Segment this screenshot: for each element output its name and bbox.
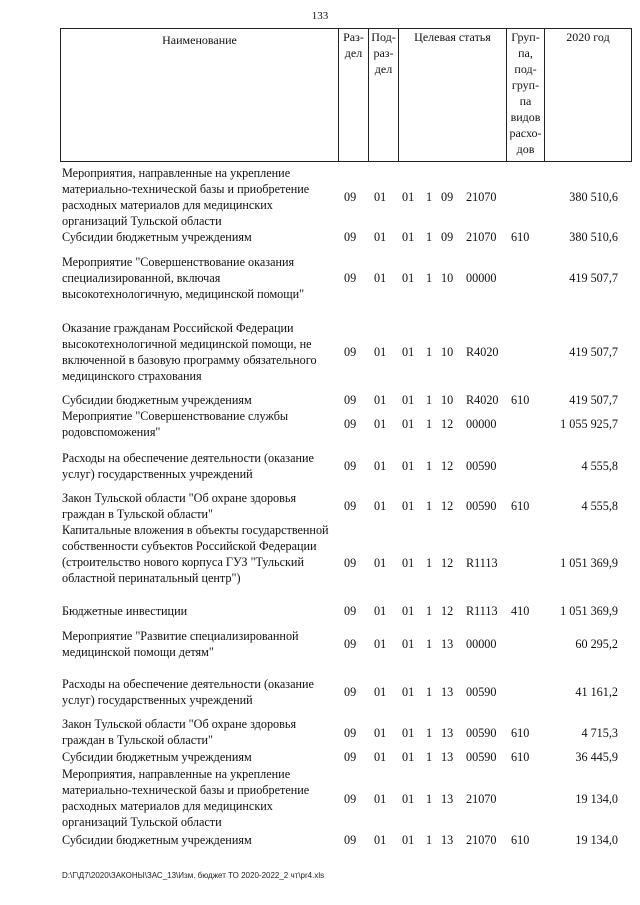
- row-name: Мероприятия, направленные на укрепление материально-технической базы и приобретение расходных материалов для медицинских организаций Тульской области: [62, 767, 310, 829]
- row-code-direction: 00590: [466, 726, 497, 740]
- row-code-event: 13: [441, 792, 454, 806]
- row-expense-group: 610: [511, 230, 530, 244]
- row-amount: 380 510,6: [569, 230, 618, 244]
- row-code-sub: 1: [426, 459, 433, 473]
- row-code-direction: 00590: [466, 750, 497, 764]
- row-code-program: 01: [402, 459, 415, 473]
- row-code-direction: 21070: [466, 833, 497, 847]
- row-amount: 4 555,8: [581, 499, 618, 513]
- row-name: Мероприятие "Развитие специализированной медицинской помощи детям": [62, 629, 299, 659]
- table-header: [60, 28, 632, 162]
- row-expense-group: 610: [511, 499, 530, 513]
- row-razdel: 09: [344, 685, 357, 699]
- header-group-5: па: [519, 94, 532, 108]
- row-code-program: 01: [402, 792, 415, 806]
- header-name-col: [60, 29, 338, 161]
- row-amount: 1 055 925,7: [560, 417, 618, 431]
- row-code-event: 12: [441, 604, 454, 618]
- row-code-program: 01: [402, 230, 415, 244]
- header-razdel-col: [338, 29, 368, 161]
- row-code-sub: 1: [426, 345, 433, 359]
- row-name: Закон Тульской области "Об охране здоровья граждан в Тульской области": [62, 491, 297, 521]
- row-podrazdel: 01: [374, 271, 387, 285]
- row-podrazdel: 01: [374, 750, 387, 764]
- row-code-event: 13: [441, 750, 454, 764]
- row-razdel: 09: [344, 637, 357, 651]
- row-amount: 419 507,7: [569, 393, 618, 407]
- row-amount: 60 295,2: [575, 637, 618, 651]
- row-code-event: 12: [441, 417, 454, 431]
- row-podrazdel: 01: [374, 604, 387, 618]
- row-code-direction: 21070: [466, 190, 497, 204]
- row-amount: 1 051 369,9: [560, 604, 618, 618]
- row-amount: 19 134,0: [575, 833, 618, 847]
- row-name: Бюджетные инвестиции: [62, 604, 188, 618]
- row-code-program: 01: [402, 393, 415, 407]
- row-code-sub: 1: [426, 393, 433, 407]
- row-name: Капитальные вложения в объекты государственной собственности субъектов Российской Федерации (строительство нового корпуса ГУЗ "Тульский областной перинатальный центр"): [62, 523, 329, 585]
- row-expense-group: 410: [511, 604, 530, 618]
- row-name: Расходы на обеспечение деятельности (оказание услуг) государственных учреждений: [62, 677, 314, 707]
- row-name: Субсидии бюджетным учреждениям: [62, 750, 252, 764]
- header-razdel-2: дел: [344, 46, 363, 60]
- row-podrazdel: 01: [374, 792, 387, 806]
- row-name: Субсидии бюджетным учреждениям: [62, 833, 252, 847]
- row-razdel: 09: [344, 833, 357, 847]
- row-expense-group: 610: [511, 393, 530, 407]
- row-code-program: 01: [402, 726, 415, 740]
- row-code-event: 12: [441, 556, 454, 570]
- row-amount: 36 445,9: [575, 750, 618, 764]
- header-group-2: па,: [518, 46, 533, 60]
- row-code-program: 01: [402, 604, 415, 618]
- row-code-event: 13: [441, 726, 454, 740]
- row-code-sub: 1: [426, 271, 433, 285]
- row-amount: 4 715,3: [581, 726, 618, 740]
- page-number: 133: [311, 10, 329, 22]
- row-podrazdel: 01: [374, 637, 387, 651]
- row-code-event: 13: [441, 685, 454, 699]
- row-amount: 4 555,8: [581, 459, 618, 473]
- header-group-7: расхо-: [509, 126, 542, 140]
- row-code-event: 13: [441, 833, 454, 847]
- row-razdel: 09: [344, 271, 357, 285]
- row-code-sub: 1: [426, 417, 433, 431]
- row-podrazdel: 01: [374, 417, 387, 431]
- row-code-program: 01: [402, 271, 415, 285]
- row-code-sub: 1: [426, 833, 433, 847]
- row-razdel: 09: [344, 792, 357, 806]
- row-podrazdel: 01: [374, 393, 387, 407]
- row-expense-group: 610: [511, 750, 530, 764]
- row-name: Расходы на обеспечение деятельности (оказание услуг) государственных учреждений: [62, 451, 314, 481]
- header-podrazdel-2: раз-: [373, 46, 394, 60]
- header-podrazdel-3: дел: [374, 62, 393, 76]
- row-code-program: 01: [402, 417, 415, 431]
- row-code-direction: 00590: [466, 459, 497, 473]
- row-code-sub: 1: [426, 750, 433, 764]
- row-code-event: 10: [441, 345, 454, 359]
- header-group-8: дов: [516, 142, 535, 156]
- row-amount: 1 051 369,9: [560, 556, 618, 570]
- header-group-1: Груп-: [511, 30, 540, 44]
- row-razdel: 09: [344, 750, 357, 764]
- row-name: Субсидии бюджетным учреждениям: [62, 393, 252, 407]
- row-razdel: 09: [344, 556, 357, 570]
- row-razdel: 09: [344, 417, 357, 431]
- row-expense-group: 610: [511, 726, 530, 740]
- row-code-sub: 1: [426, 792, 433, 806]
- file-path-footer: D:\Г\Д7\2020\ЗАКОНЫ\ЗАС_13\Изм. бюджет ТО 2020-2022_2 чт\pr4.xls: [62, 871, 325, 880]
- header-podrazdel-col: [368, 29, 398, 161]
- row-code-direction: 00000: [466, 417, 497, 431]
- row-code-direction: R1113: [466, 604, 498, 618]
- row-podrazdel: 01: [374, 833, 387, 847]
- row-code-program: 01: [402, 637, 415, 651]
- row-amount: 380 510,6: [569, 190, 618, 204]
- row-amount: 41 161,2: [575, 685, 618, 699]
- header-name: Наименование: [162, 33, 237, 47]
- row-podrazdel: 01: [374, 685, 387, 699]
- row-razdel: 09: [344, 345, 357, 359]
- row-podrazdel: 01: [374, 556, 387, 570]
- row-name: Мероприятие "Совершенствование оказания специализированной, включая высокотехнологичную, медицинской помощи": [62, 255, 305, 301]
- row-code-sub: 1: [426, 230, 433, 244]
- row-razdel: 09: [344, 190, 357, 204]
- row-code-program: 01: [402, 499, 415, 513]
- row-code-program: 01: [402, 190, 415, 204]
- row-podrazdel: 01: [374, 230, 387, 244]
- row-expense-group: 610: [511, 833, 530, 847]
- row-code-direction: 00590: [466, 499, 497, 513]
- row-code-direction: R1113: [466, 556, 498, 570]
- row-code-event: 12: [441, 459, 454, 473]
- row-amount: 19 134,0: [575, 792, 618, 806]
- header-group-3: под-: [514, 62, 537, 76]
- header-group-4: груп-: [511, 78, 540, 92]
- row-razdel: 09: [344, 230, 357, 244]
- row-razdel: 09: [344, 726, 357, 740]
- row-code-sub: 1: [426, 604, 433, 618]
- row-name: Закон Тульской области "Об охране здоровья граждан в Тульской области": [62, 717, 297, 747]
- row-code-sub: 1: [426, 685, 433, 699]
- row-code-program: 01: [402, 685, 415, 699]
- row-code-event: 09: [441, 230, 454, 244]
- row-code-event: 12: [441, 499, 454, 513]
- row-name: Оказание гражданам Российской Федерации высокотехнологичной медицинской помощи, не включенной в базовую программу обязательного медицинского страхования: [62, 321, 317, 383]
- header-year: 2020 год: [566, 30, 610, 44]
- row-razdel: 09: [344, 393, 357, 407]
- row-code-direction: 21070: [466, 230, 497, 244]
- row-code-event: 13: [441, 637, 454, 651]
- header-group-col: [506, 29, 544, 161]
- row-name: Мероприятие "Совершенствование службы родовспоможения": [62, 409, 289, 439]
- row-code-direction: 00000: [466, 271, 497, 285]
- row-razdel: 09: [344, 604, 357, 618]
- row-code-direction: 21070: [466, 792, 497, 806]
- row-name: Мероприятия, направленные на укрепление материально-технической базы и приобретение расходных материалов для медицинских организаций Тульской области: [62, 166, 310, 228]
- row-code-program: 01: [402, 833, 415, 847]
- row-code-event: 10: [441, 393, 454, 407]
- row-podrazdel: 01: [374, 726, 387, 740]
- row-code-sub: 1: [426, 499, 433, 513]
- row-podrazdel: 01: [374, 345, 387, 359]
- row-code-program: 01: [402, 345, 415, 359]
- row-name: Субсидии бюджетным учреждениям: [62, 230, 252, 244]
- row-code-direction: R4020: [466, 345, 499, 359]
- row-code-sub: 1: [426, 556, 433, 570]
- header-podrazdel-1: Под-: [371, 30, 396, 44]
- header-razdel-1: Раз-: [343, 30, 364, 44]
- row-code-direction: R4020: [466, 393, 499, 407]
- row-podrazdel: 01: [374, 190, 387, 204]
- header-year-col: [544, 29, 632, 161]
- row-amount: 419 507,7: [569, 271, 618, 285]
- header-target-col: [398, 29, 506, 161]
- row-code-direction: 00590: [466, 685, 497, 699]
- row-code-event: 10: [441, 271, 454, 285]
- row-amount: 419 507,7: [569, 345, 618, 359]
- row-code-sub: 1: [426, 190, 433, 204]
- row-code-program: 01: [402, 750, 415, 764]
- row-code-sub: 1: [426, 726, 433, 740]
- row-code-program: 01: [402, 556, 415, 570]
- row-code-sub: 1: [426, 637, 433, 651]
- row-razdel: 09: [344, 499, 357, 513]
- header-group-6: видов: [510, 110, 541, 124]
- row-podrazdel: 01: [374, 459, 387, 473]
- header-target: Целевая статья: [414, 30, 491, 44]
- row-code-event: 09: [441, 190, 454, 204]
- row-podrazdel: 01: [374, 499, 387, 513]
- row-razdel: 09: [344, 459, 357, 473]
- row-code-direction: 00000: [466, 637, 497, 651]
